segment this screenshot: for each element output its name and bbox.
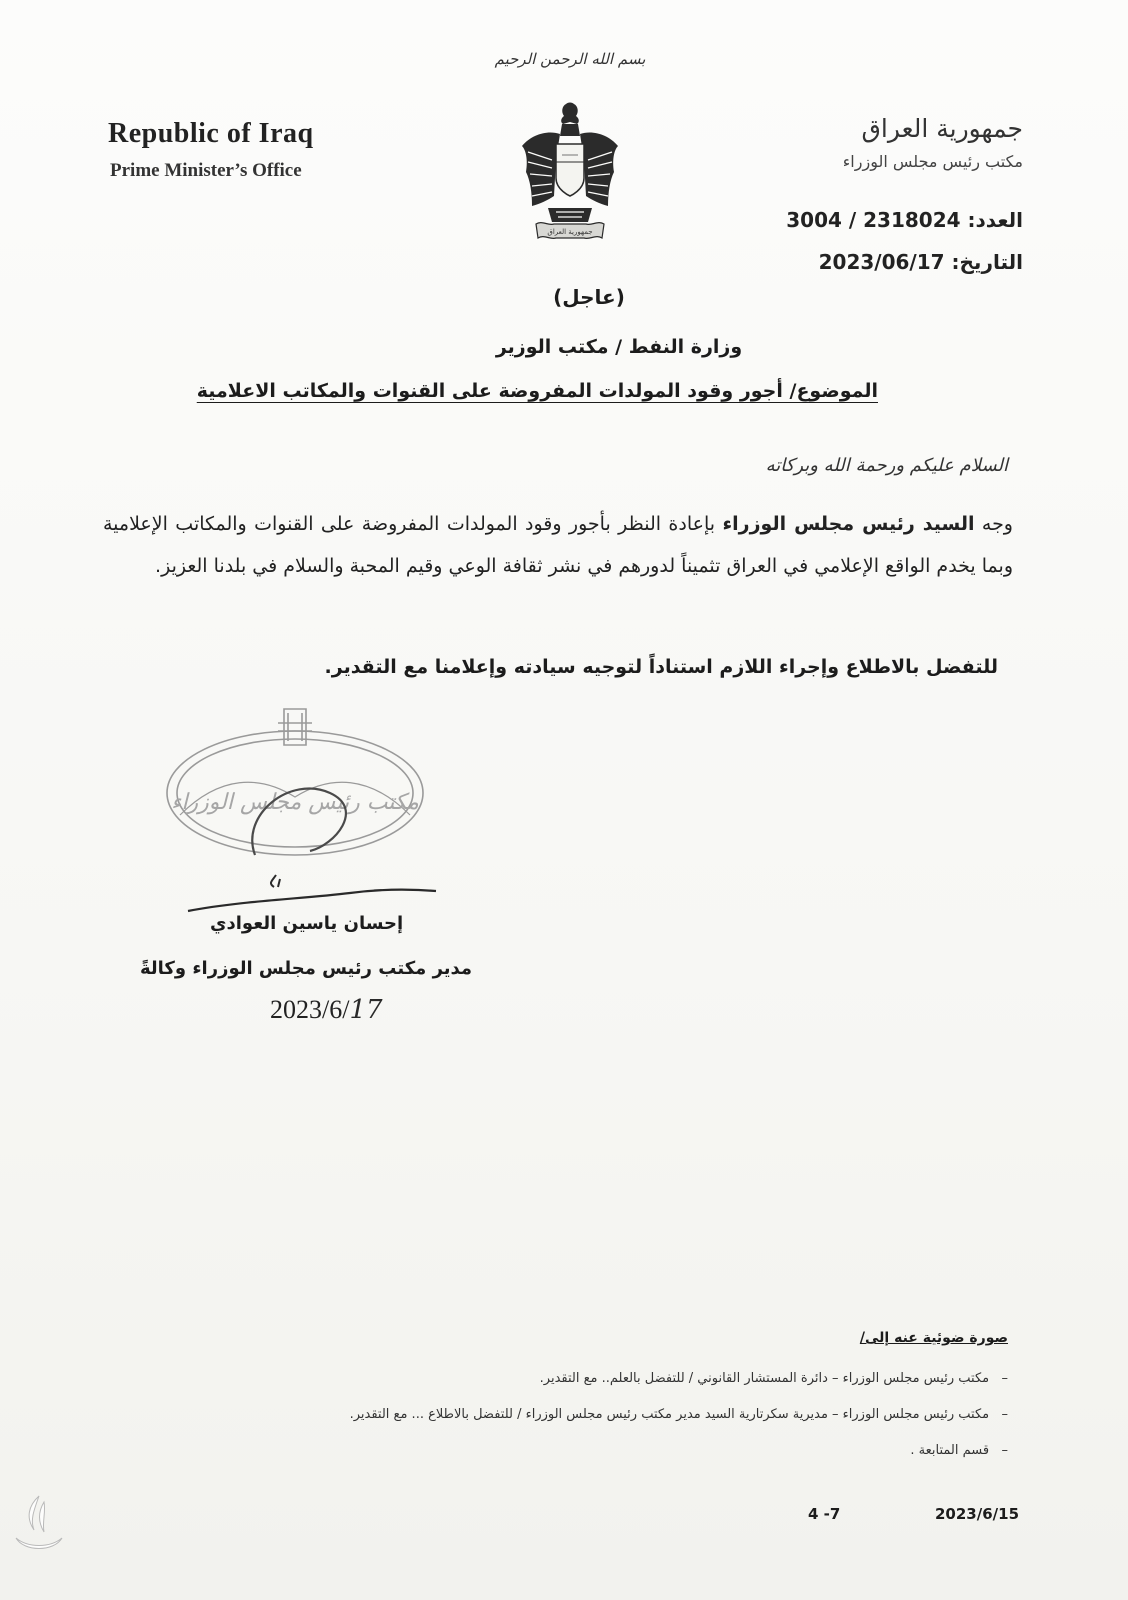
copy-bullet: – [1001, 1407, 1008, 1422]
iraq-emblem-icon [518, 100, 622, 242]
copy-item-text: قسم المتابعة . [910, 1443, 990, 1458]
official-stamp-icon [160, 705, 430, 865]
country-name-en: Republic of Iraq [108, 118, 314, 149]
copies-heading-text: صورة ضوئية عنه إلى/ [859, 1330, 1008, 1346]
stamp-text: مكتب رئيس مجلس الوزراء [171, 790, 419, 815]
reference-number-value: 3004 / 2318024 [786, 208, 961, 232]
office-name-en: Prime Minister’s Office [110, 160, 302, 181]
copy-bullet: – [1001, 1443, 1008, 1458]
issue-date [819, 250, 1023, 274]
signature-date-day: 17 [349, 995, 383, 1025]
copy-item-text: مكتب رئيس مجلس الوزراء – دائرة المستشار القانوني / للتفضل بالعلم.. مع التقدير. [539, 1371, 990, 1386]
issue-date-label: التاريخ: [951, 250, 1023, 274]
body-bold-phrase: السيد رئيس مجلس الوزراء [722, 513, 975, 535]
copy-item [350, 1407, 1008, 1422]
issue-date-value: 2023/06/17 [818, 250, 945, 274]
letter-body [103, 503, 1013, 587]
footer-date: 2023/6/15 [935, 1505, 1020, 1523]
greeting: السلام عليكم ورحمة الله وبركاته [765, 455, 1008, 476]
body-prefix: وجه [974, 513, 1013, 535]
subject-line: الموضوع/ أجور وقود المولدات المفروضة على القنوات والمكاتب الاعلامية [196, 380, 878, 402]
body-rest: بإعادة النظر بأجور وقود المولدات المفروضة على القنوات والمكاتب الإعلامية وبما يخدم الواقع الإعلامي في العراق تثميناً لدورهم في نشر ثقافة الوعي وقيم المحبة والسلام في بلدنا العزيز. [103, 513, 1013, 577]
closing-line: للتفضل بالاطلاع وإجراء اللازم استناداً لتوجيه سيادته وإعلامنا مع التقدير. [324, 656, 998, 678]
copy-item-text: مكتب رئيس مجلس الوزراء – مديرية سكرتارية السيد مدير مكتب رئيس مجلس الوزراء / للتفضل بالاطلاع ... مع التقدير. [349, 1407, 990, 1422]
watermark-logo-icon [8, 1492, 70, 1558]
reference-number [786, 208, 1023, 232]
copy-bullet: – [1001, 1371, 1008, 1386]
signatory-name: إحسان ياسين العوادي [210, 913, 404, 934]
signatory-title: مدير مكتب رئيس مجلس الوزراء وكالةً [140, 958, 473, 979]
copy-item [540, 1371, 1008, 1386]
reference-number-label: العدد: [967, 208, 1023, 232]
urgency-label: (عاجل) [553, 285, 625, 309]
footer-page-code: 4 -7 [808, 1505, 841, 1523]
copies-heading [860, 1330, 1008, 1346]
basmala: بسم الله الرحمن الرحيم [494, 50, 646, 68]
signature-date-printed: 2023/6/ [270, 995, 350, 1024]
emblem-scroll-text: جمهورية العراق [547, 228, 593, 236]
signature-date [270, 995, 383, 1025]
country-name-ar: جمهورية العراق [861, 114, 1023, 143]
copy-item [910, 1443, 1008, 1458]
recipient: وزارة النفط / مكتب الوزير [495, 336, 743, 358]
office-name-ar: مكتب رئيس مجلس الوزراء [842, 152, 1023, 171]
